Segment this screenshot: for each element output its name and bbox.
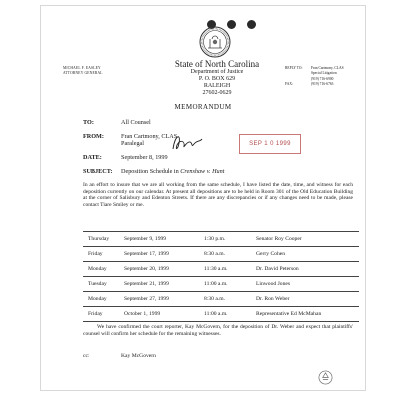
address-line: RALEIGH xyxy=(203,83,231,89)
subject-case: Crenshaw v. Hunt xyxy=(180,168,225,175)
schedule-row xyxy=(83,277,359,292)
memo-page xyxy=(40,5,366,391)
from-label: FROM: xyxy=(83,133,104,140)
received-date-stamp: SEP 1 0 1999 xyxy=(239,134,301,154)
attorney-general-name: MICHAEL F. EASLEY xyxy=(63,66,101,70)
attorney-general-block xyxy=(63,66,103,76)
schedule-time: 11:00 a.m. xyxy=(204,311,228,317)
reply-label: REPLY TO: xyxy=(285,66,303,70)
handwritten-initials xyxy=(169,129,209,155)
reply-value: Fran Cartmony, CLAS xyxy=(311,66,344,70)
schedule-row xyxy=(83,292,359,307)
schedule-witness: Linwood Jones xyxy=(256,281,291,287)
date-value: September 8, 1999 xyxy=(121,154,168,161)
to-label: TO: xyxy=(83,119,94,126)
department-name: Department of Justice xyxy=(190,69,244,75)
subject-label: SUBJECT: xyxy=(83,168,113,175)
schedule-witness: Dr. David Peterson xyxy=(256,266,299,272)
memo-title: MEMORANDUM xyxy=(174,103,232,111)
schedule-witness: Representative Ed McMahan xyxy=(256,311,322,317)
reply-to-block xyxy=(285,66,344,87)
state-seal-icon xyxy=(199,26,231,58)
state-name: State of North Carolina xyxy=(174,59,260,69)
schedule-date: September 27, 1999 xyxy=(124,296,169,302)
schedule-day: Tuesday xyxy=(88,281,107,287)
schedule-time: 8:30 a.m. xyxy=(204,296,225,302)
cc-label: cc: xyxy=(83,353,90,359)
schedule-date: September 17, 1999 xyxy=(124,251,169,257)
schedule-row xyxy=(83,307,359,321)
schedule-date: September 21, 1999 xyxy=(124,281,169,287)
closing-paragraph: We have confirmed the court reporter, Kay McGovern, for the deposition of Dr. Weber and expect that plaintiffs' counsel will confirm her schedule for the remaining witnesses. xyxy=(83,324,353,337)
schedule-witness: Senator Roy Cooper xyxy=(256,236,302,242)
letterhead xyxy=(157,59,277,97)
address-line: 27602-0629 xyxy=(202,90,232,96)
intro-paragraph: In an effort to insure that we are all working from the same schedule, I have listed the date, time, and witness for each deposition currently on our calendar. At present all depositions are to be held in Room 301 of the Old Education Building at the corner of Salisbury and Edenton Streets. If there are any discrepancies or if any changes need to be made, please contact Tiare Smiley or me. xyxy=(83,182,353,208)
schedule-date: October 1, 1999 xyxy=(124,311,161,317)
date-row xyxy=(83,154,168,161)
punch-hole xyxy=(247,20,256,29)
schedule-witness: Dr. Ron Weber xyxy=(256,296,290,302)
reply-value: Special Litigation xyxy=(311,71,337,76)
schedule-day: Friday xyxy=(88,251,103,257)
deposition-schedule xyxy=(83,231,359,322)
cc-line xyxy=(83,353,156,359)
schedule-time: 11:30 a.m. xyxy=(204,266,228,272)
schedule-time: 1:30 p.m. xyxy=(204,236,226,242)
from-name: Fran Cartmony, CLAS xyxy=(121,133,178,140)
schedule-time: 8:30 a.m. xyxy=(204,251,225,257)
fax-label: FAX: xyxy=(285,81,293,86)
schedule-date: September 20, 1999 xyxy=(124,266,169,272)
subject-text: Deposition Schedule in xyxy=(121,168,181,175)
schedule-day: Thursday xyxy=(88,236,110,242)
schedule-row xyxy=(83,262,359,277)
schedule-witness: Gerry Cohen xyxy=(256,251,286,257)
from-title: Paralegal xyxy=(121,140,145,147)
fax-value: (919) 716-6763 xyxy=(311,81,334,86)
from-row xyxy=(83,133,177,147)
attorney-general-title: ATTORNEY GENERAL xyxy=(63,71,103,75)
schedule-time: 11:00 a.m. xyxy=(204,281,228,287)
reply-value: (919) 716-6900 xyxy=(311,76,334,81)
schedule-row xyxy=(83,232,359,247)
address-line: P. O. BOX 629 xyxy=(198,76,236,82)
date-label: DATE: xyxy=(83,154,102,161)
cc-value: Kay McGovern xyxy=(121,353,156,359)
to-row xyxy=(83,119,151,126)
to-value: All Counsel xyxy=(121,119,151,126)
subject-row xyxy=(83,168,224,175)
schedule-day: Monday xyxy=(88,266,107,272)
schedule-row xyxy=(83,247,359,262)
recycle-icon xyxy=(318,370,333,385)
schedule-date: September 9, 1999 xyxy=(124,236,167,242)
schedule-day: Monday xyxy=(88,296,107,302)
schedule-day: Friday xyxy=(88,311,103,317)
